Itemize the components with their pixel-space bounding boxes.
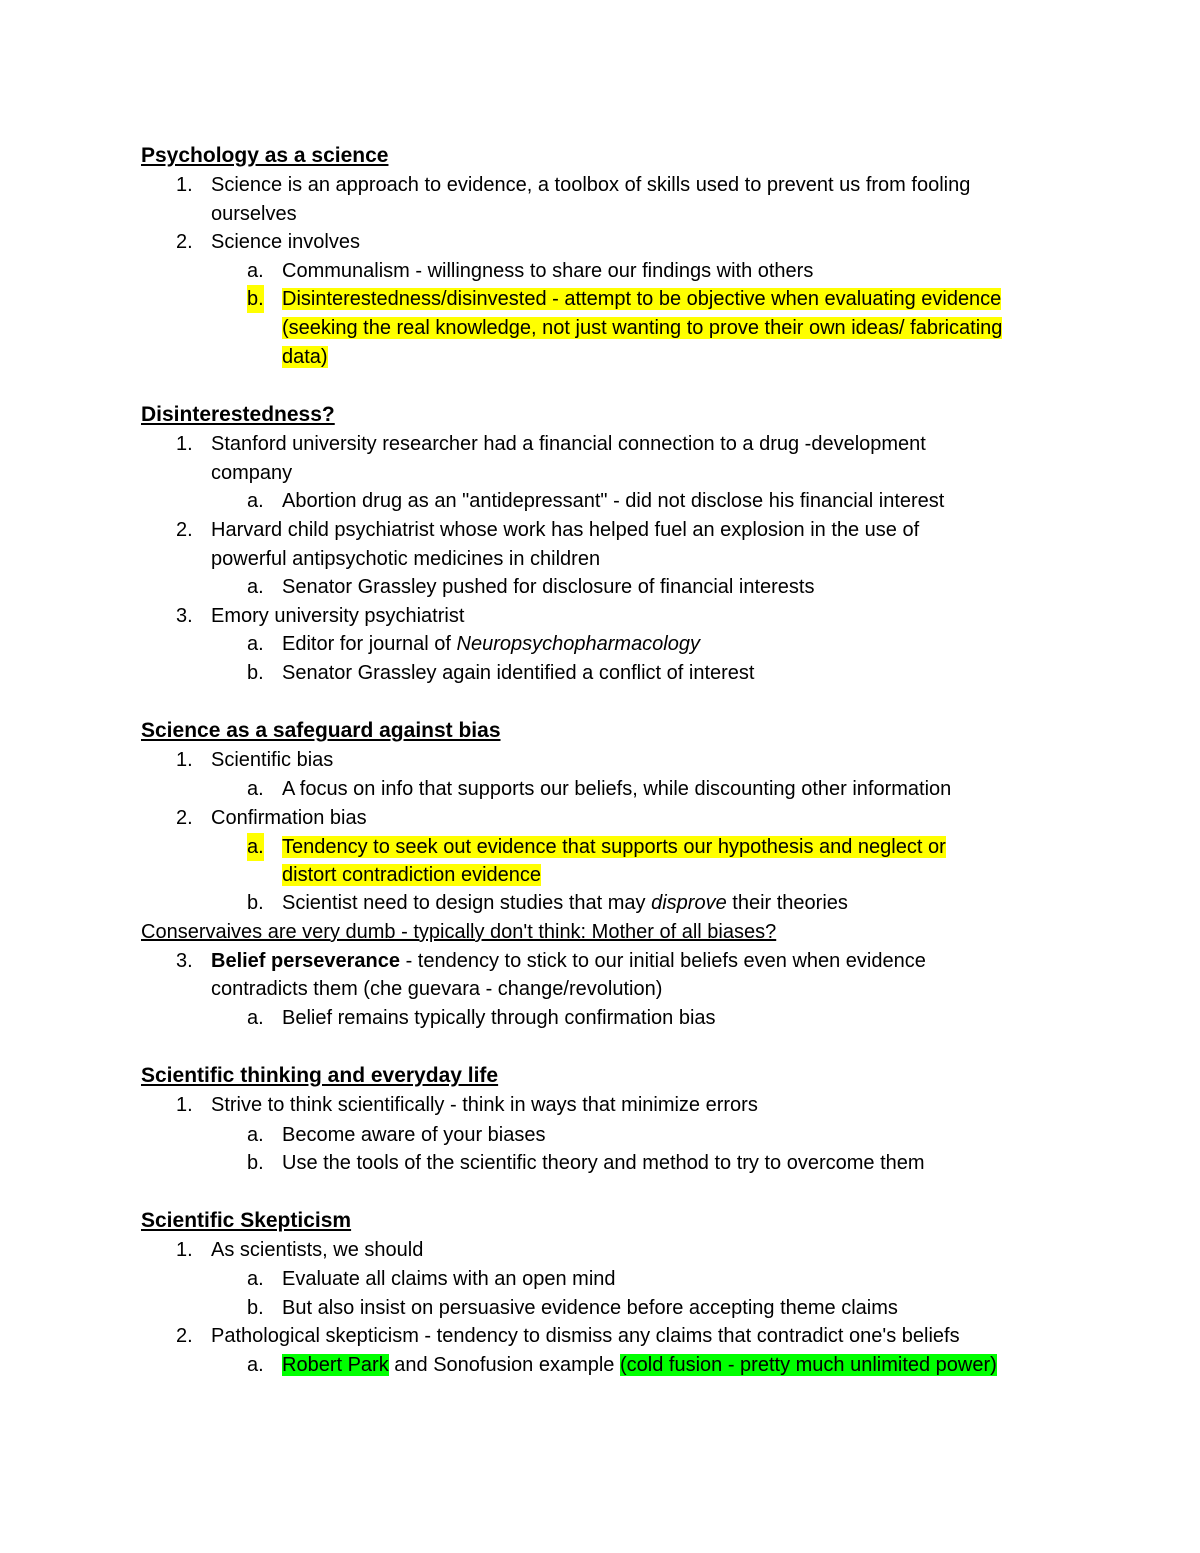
list-item-text: [282, 889, 848, 917]
list-letter: b.: [247, 1152, 264, 1174]
list-item-text: Evaluate all claims with an open mind: [282, 1268, 616, 1290]
list-number: 2.: [176, 519, 193, 541]
highlight-span: (seeking the real knowledge, not just wanting to prove their own ideas/ fabricating: [282, 317, 1003, 339]
highlighted-text: [282, 343, 328, 371]
list-letter: a.: [247, 778, 264, 800]
italic-disprove: disprove: [651, 892, 727, 914]
list-letter: a.: [247, 260, 264, 282]
highlight-span: Tendency to seek out evidence that supports our hypothesis and neglect or: [282, 836, 946, 858]
list-item-text: Emory university psychiatrist: [211, 605, 465, 627]
list-letter-highlighted: b.: [247, 285, 264, 313]
list-letter: a.: [247, 1007, 264, 1029]
list-item-text: contradicts them (che guevara - change/revolution): [211, 978, 663, 1000]
highlighted-text: [282, 314, 1002, 342]
list-number: 3.: [176, 605, 193, 627]
list-item-text: Senator Grassley pushed for disclosure of financial interests: [282, 576, 815, 598]
list-item-text: ourselves: [211, 203, 297, 225]
list-letter: b.: [247, 1297, 264, 1319]
text-span: - tendency to stick to our initial beliefs even when evidence: [400, 950, 926, 972]
list-item-text: Science involves: [211, 231, 360, 253]
underlined-note: Conservaives are very dumb - typically don't think: Mother of all biases?: [141, 921, 777, 943]
highlight-span: Disinterestedness/disinvested - attempt to be objective when evaluating evidence: [282, 288, 1002, 310]
list-number: 2.: [176, 807, 193, 829]
green-highlight-name: Robert Park: [282, 1354, 389, 1376]
heading-safeguard-against-bias: Science as a safeguard against bias: [141, 719, 501, 742]
list-number: 1.: [176, 174, 193, 196]
list-item-text: [211, 947, 926, 975]
list-item-text: [282, 1351, 997, 1379]
highlight-span: data): [282, 346, 328, 368]
heading-scientific-thinking: Scientific thinking and everyday life: [141, 1064, 499, 1087]
list-item-text: company: [211, 462, 293, 484]
list-number: 1.: [176, 433, 193, 455]
list-letter: a.: [247, 490, 264, 512]
list-item-text: Science is an approach to evidence, a toolbox of skills used to prevent us from fooling: [211, 174, 971, 196]
text-span: Editor for journal of: [282, 633, 457, 655]
list-item-text: Abortion drug as an "antidepressant" - did not disclose his financial interest: [282, 490, 945, 512]
list-letter: a.: [247, 1124, 264, 1146]
list-item-text: Senator Grassley again identified a conflict of interest: [282, 662, 755, 684]
list-number: 2.: [176, 231, 193, 253]
list-letter: b.: [247, 662, 264, 684]
green-highlight-paren: (cold fusion - pretty much unlimited power): [620, 1354, 997, 1376]
bold-term: Belief perseverance: [211, 950, 401, 972]
italic-journal-name: Neuropsychopharmacology: [456, 633, 700, 655]
list-number: 1.: [176, 1239, 193, 1261]
list-letter-highlighted: a.: [247, 833, 264, 861]
list-item-text: Strive to think scientifically - think in ways that minimize errors: [211, 1094, 758, 1116]
highlighted-text: [282, 861, 541, 889]
heading-disinterestedness: Disinterestedness?: [141, 403, 335, 426]
list-item-text: But also insist on persuasive evidence before accepting theme claims: [282, 1297, 898, 1319]
list-item-text: Use the tools of the scientific theory and method to try to overcome them: [282, 1152, 925, 1174]
list-item-text: powerful antipsychotic medicines in children: [211, 548, 601, 570]
text-span: their theories: [726, 892, 848, 914]
list-item-text: [282, 630, 700, 658]
list-letter: a.: [247, 633, 264, 655]
list-number: 2.: [176, 1325, 193, 1347]
heading-scientific-skepticism: Scientific Skepticism: [141, 1209, 352, 1232]
list-letter: a.: [247, 1268, 264, 1290]
text-span: Scientist need to design studies that may: [282, 892, 652, 914]
list-number: 1.: [176, 1094, 193, 1116]
list-item-text: Belief remains typically through confirmation bias: [282, 1007, 716, 1029]
list-item-text: Become aware of your biases: [282, 1124, 546, 1146]
list-item-text: A focus on info that supports our beliefs, while discounting other information: [282, 778, 952, 800]
list-item-text: Communalism - willingness to share our findings with others: [282, 260, 814, 282]
list-letter: b.: [247, 892, 264, 914]
list-item-text: Stanford university researcher had a financial connection to a drug -development: [211, 433, 926, 455]
highlight-span: distort contradiction evidence: [282, 864, 542, 886]
list-number: 1.: [176, 749, 193, 771]
list-item-text: Harvard child psychiatrist whose work has helped fuel an explosion in the use of: [211, 519, 920, 541]
list-item-text: As scientists, we should: [211, 1239, 424, 1261]
list-item-text: Scientific bias: [211, 749, 334, 771]
list-item-text: Confirmation bias: [211, 807, 367, 829]
list-number: 3.: [176, 950, 193, 972]
heading-psychology-as-science: Psychology as a science: [141, 144, 389, 167]
list-item-text: Pathological skepticism - tendency to dismiss any claims that contradict one's beliefs: [211, 1325, 960, 1347]
highlighted-text: [282, 833, 946, 861]
text-span: and Sonofusion example: [388, 1354, 620, 1376]
list-letter: a.: [247, 576, 264, 598]
highlighted-text: [282, 285, 1001, 313]
list-letter: a.: [247, 1354, 264, 1376]
